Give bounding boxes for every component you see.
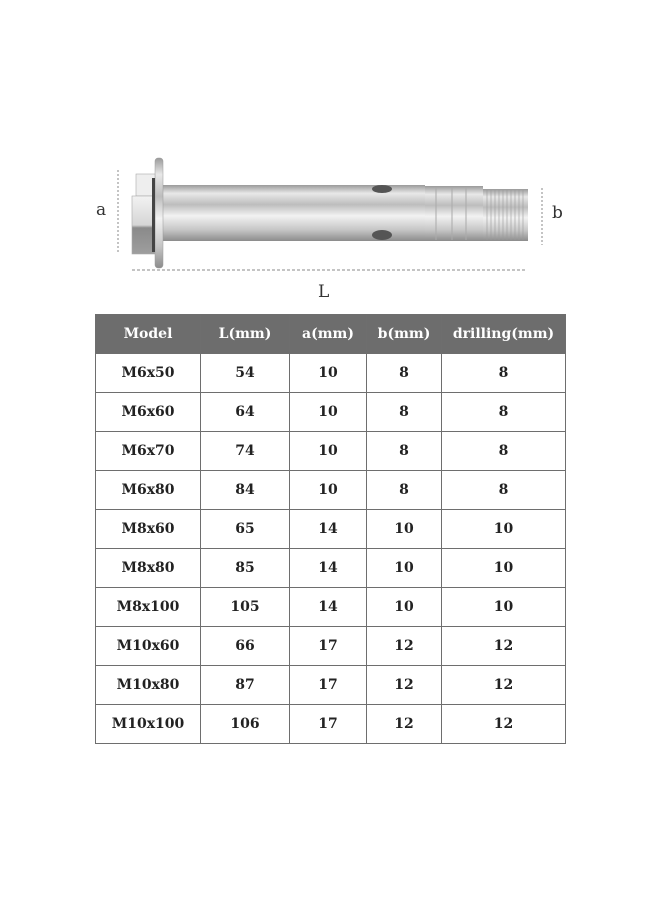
- cell-model: M8x100: [96, 588, 201, 627]
- cell-model: M8x60: [96, 510, 201, 549]
- cell-model: M6x80: [96, 471, 201, 510]
- cell-drilling: 12: [442, 705, 566, 744]
- cell-length: 84: [201, 471, 290, 510]
- table-row: [96, 354, 566, 393]
- header-drilling: drilling(mm): [442, 315, 566, 354]
- sleeve-anchor-bolt-icon: [0, 0, 660, 310]
- cell-model: M6x70: [96, 432, 201, 471]
- cell-model: M10x60: [96, 627, 201, 666]
- cell-drilling: 10: [442, 549, 566, 588]
- cell-model: M10x100: [96, 705, 201, 744]
- cell-a: 17: [290, 666, 367, 705]
- table-row: [96, 549, 566, 588]
- cell-b: 12: [367, 627, 442, 666]
- cell-drilling: 8: [442, 432, 566, 471]
- cell-length: 66: [201, 627, 290, 666]
- header-model: Model: [96, 315, 201, 354]
- cell-drilling: 12: [442, 627, 566, 666]
- cell-b: 10: [367, 510, 442, 549]
- specification-table: [95, 314, 566, 744]
- anchor-bolt-diagram: [0, 0, 660, 310]
- cell-b: 12: [367, 666, 442, 705]
- header-length: L(mm): [201, 315, 290, 354]
- table-row: [96, 510, 566, 549]
- table-row: [96, 588, 566, 627]
- cell-a: 10: [290, 354, 367, 393]
- cell-b: 12: [367, 705, 442, 744]
- cell-a: 14: [290, 588, 367, 627]
- cell-a: 17: [290, 627, 367, 666]
- cell-a: 17: [290, 705, 367, 744]
- cell-model: M10x80: [96, 666, 201, 705]
- cell-length: 106: [201, 705, 290, 744]
- cell-a: 14: [290, 510, 367, 549]
- cell-b: 10: [367, 588, 442, 627]
- header-a: a(mm): [290, 315, 367, 354]
- cell-a: 10: [290, 471, 367, 510]
- cell-drilling: 8: [442, 354, 566, 393]
- table-row: [96, 705, 566, 744]
- cell-b: 8: [367, 393, 442, 432]
- cell-model: M6x50: [96, 354, 201, 393]
- cell-drilling: 8: [442, 393, 566, 432]
- cell-b: 10: [367, 549, 442, 588]
- cell-drilling: 12: [442, 666, 566, 705]
- cell-model: M6x60: [96, 393, 201, 432]
- table-row: [96, 471, 566, 510]
- cell-length: 74: [201, 432, 290, 471]
- dimension-label-L: L: [318, 282, 330, 302]
- cell-length: 64: [201, 393, 290, 432]
- cell-a: 10: [290, 393, 367, 432]
- table-row: [96, 432, 566, 471]
- cell-drilling: 10: [442, 510, 566, 549]
- cell-drilling: 8: [442, 471, 566, 510]
- cell-length: 54: [201, 354, 290, 393]
- cell-a: 14: [290, 549, 367, 588]
- cell-length: 105: [201, 588, 290, 627]
- header-b: b(mm): [367, 315, 442, 354]
- cell-b: 8: [367, 432, 442, 471]
- table-header-row: [96, 315, 566, 354]
- table-row: [96, 393, 566, 432]
- cell-a: 10: [290, 432, 367, 471]
- dimension-label-b: b: [552, 203, 563, 223]
- cell-b: 8: [367, 354, 442, 393]
- cell-length: 87: [201, 666, 290, 705]
- table-row: [96, 627, 566, 666]
- table-row: [96, 666, 566, 705]
- cell-length: 85: [201, 549, 290, 588]
- cell-length: 65: [201, 510, 290, 549]
- cell-drilling: 10: [442, 588, 566, 627]
- cell-b: 8: [367, 471, 442, 510]
- cell-model: M8x80: [96, 549, 201, 588]
- dimension-label-a: a: [96, 200, 107, 220]
